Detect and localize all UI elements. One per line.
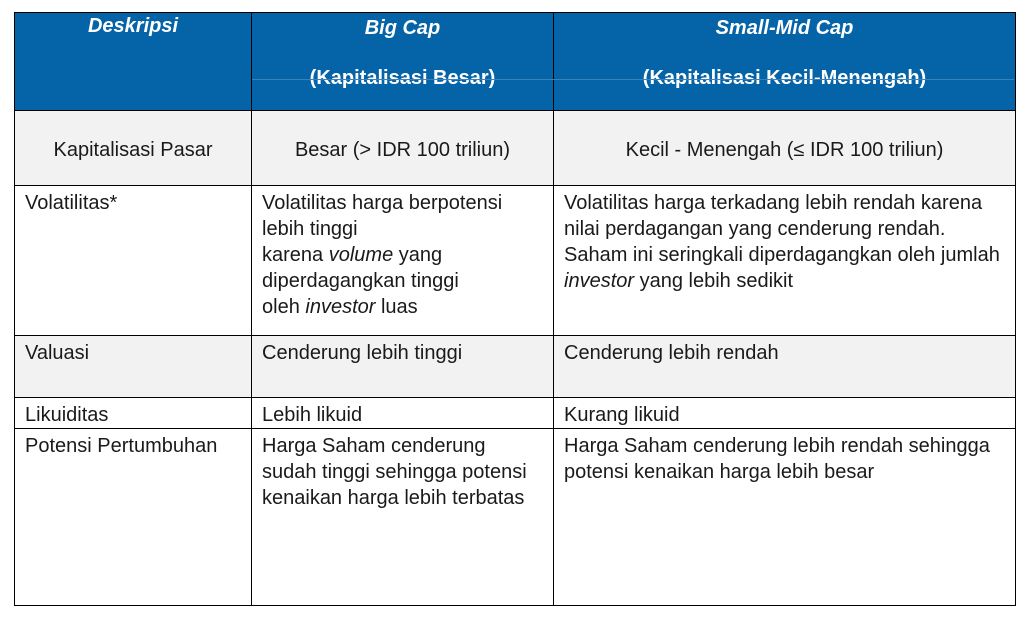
- emphasis-text: investor: [305, 296, 376, 318]
- small-mid-cap-cell: Kecil - Menengah (≤ IDR 100 triliun): [554, 111, 1016, 186]
- header-big-cap: [252, 13, 554, 111]
- big-cap-text: luas: [375, 296, 418, 318]
- table-row: [15, 429, 1016, 606]
- header-divider: [252, 79, 1014, 80]
- row-label: Potensi Pertumbuhan: [15, 429, 252, 606]
- big-cap-cell: Besar (> IDR 100 triliun): [252, 111, 554, 186]
- small-mid-cap-cell: Cenderung lebih rendah: [554, 336, 1016, 398]
- big-cap-cell: Cenderung lebih tinggi: [252, 336, 554, 398]
- big-cap-cell: [252, 186, 554, 336]
- small-mid-cap-subtitle: (Kapitalisasi Kecil-Menengah): [642, 67, 927, 89]
- row-label: Volatilitas*: [15, 186, 252, 336]
- big-cap-text: Volatilitas harga berpotensi lebih tinggi: [262, 192, 503, 240]
- small-mid-cap-text: Volatilitas harga terkadang lebih rendah karena nilai perdagangan yang cenderung rendah. Saham ini seringkali diperdagangkan oleh jumlah: [564, 192, 1000, 266]
- small-mid-cap-text: yang lebih sedikit: [634, 270, 794, 292]
- header-row: [15, 13, 1016, 111]
- table-row: [15, 398, 1016, 429]
- comparison-table: [14, 12, 1016, 606]
- big-cap-cell: Harga Saham cenderung sudah tinggi sehingga potensi kenaikan harga lebih terbatas: [252, 429, 554, 606]
- emphasis-text: investor: [564, 270, 635, 292]
- big-cap-title: Big Cap: [364, 17, 441, 39]
- row-label: Valuasi: [15, 336, 252, 398]
- small-mid-cap-cell: Harga Saham cenderung lebih rendah sehingga potensi kenaikan harga lebih besar: [554, 429, 1016, 606]
- small-mid-cap-cell: [554, 186, 1016, 336]
- big-cap-text: karena: [262, 244, 329, 266]
- small-mid-cap-cell: Kurang likuid: [554, 398, 1016, 429]
- small-mid-cap-title: Small-Mid Cap: [715, 17, 854, 39]
- big-cap-text: oleh: [262, 296, 306, 318]
- big-cap-cell: Lebih likuid: [252, 398, 554, 429]
- big-cap-subtitle: (Kapitalisasi Besar): [309, 67, 496, 89]
- header-deskripsi: Deskripsi: [15, 13, 252, 111]
- big-cap-text: yang diperdagangkan tinggi: [262, 244, 459, 292]
- row-label: Likuiditas: [15, 398, 252, 429]
- table-row: [15, 111, 1016, 186]
- row-label: Kapitalisasi Pasar: [15, 111, 252, 186]
- emphasis-text: volume: [328, 244, 394, 266]
- table-row: [15, 186, 1016, 336]
- header-small-mid-cap: [554, 13, 1016, 111]
- table-row: [15, 336, 1016, 398]
